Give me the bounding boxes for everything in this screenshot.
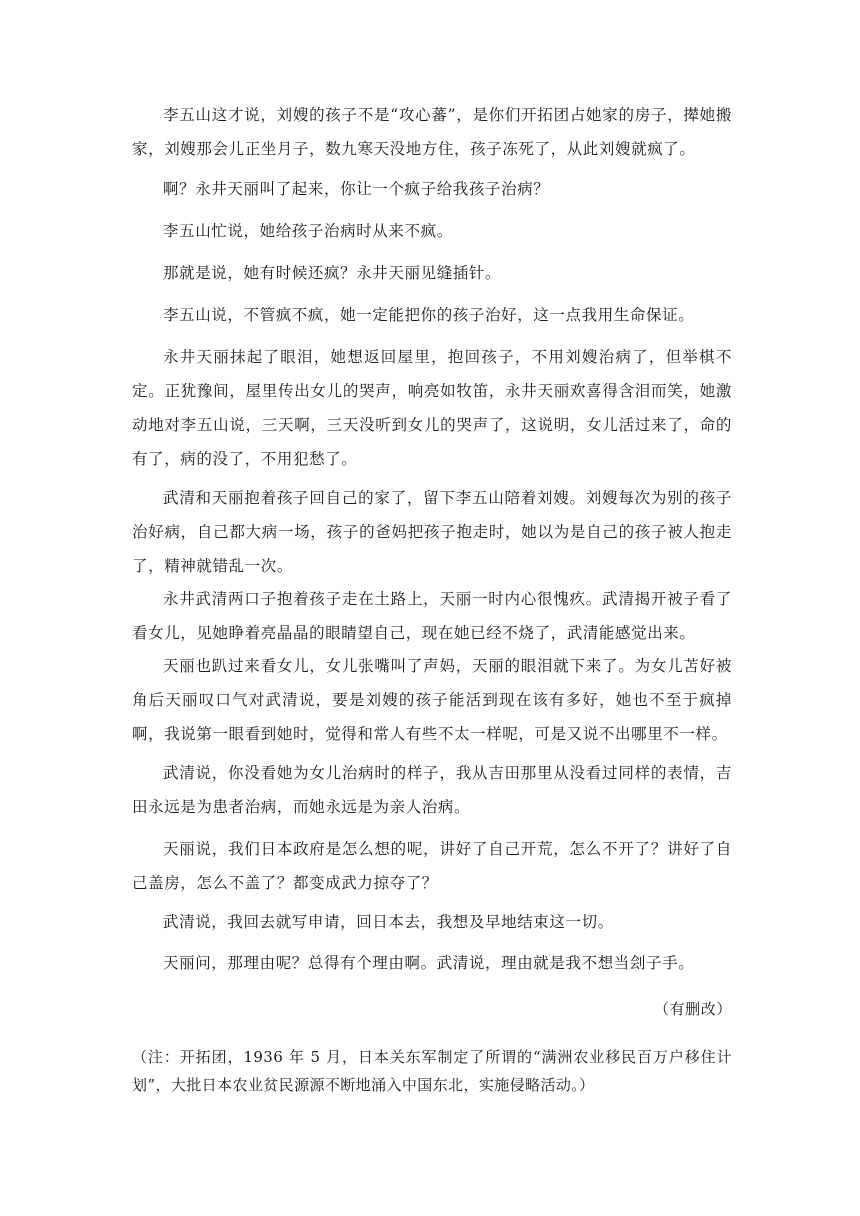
paragraph-1: 李五山这才说，刘嫂的孩子不是“攻心蕃”，是你们开拓团占她家的房子，撵她搬家，刘嫂那会儿正坐月子，数九寒天没地方住，孩子冻死了，从此刘嫂就疯了。 bbox=[132, 106, 732, 158]
footnote: （注：开拓团，1936 年 5 月，日本关东军制定了所谓的“满洲农业移民百万户移住计划”，大批日本农业贫民源源不断地涌入中国东北，实施侵略活动。） bbox=[132, 1048, 732, 1094]
paragraph-5: 李五山说，不管疯不疯，她一定能把你的孩子治好，这一点我用生命保证。 bbox=[163, 306, 695, 324]
paragraph-12: 武清说，我回去就写申请，回日本去，我想及早地结束这一切。 bbox=[163, 913, 614, 931]
paragraph-4: 那就是说，她有时候还疯？永井天丽见缝插针。 bbox=[163, 264, 502, 282]
paragraph-2: 啊？永井天丽叫了起来，你让一个疯子给我孩子治病？ bbox=[163, 180, 550, 198]
paragraph-7: 武清和天丽抱着孩子回自己的家了，留下李五山陪着刘嫂。刘嫂每次为别的孩子治好病，自己都大病一场，孩子的爸妈把孩子抱走时，她以为是自己的孩子被人抱走了，精神就错乱一次。 bbox=[132, 489, 732, 575]
paragraph-11: 天丽说，我们日本政府是怎么想的呢，讲好了自己开荒，怎么不开了？讲好了自己盖房，怎么不盖了？都变成武力掠夺了？ bbox=[132, 840, 732, 892]
paragraph-3: 李五山忙说，她给孩子治病时从来不疯。 bbox=[163, 222, 453, 240]
paragraph-6: 永井天丽抹起了眼泪，她想返回屋里，抱回孩子，不用刘嫂治病了，但举棋不定。正犹豫间，屋里传出女儿的哭声，响亮如牧笛，永井天丽欢喜得含泪而笑，她激动地对李五山说，三天啊，三天没听到女儿的哭声了，这说明，女儿活过来了，命的有了，病的没了，不用犯愁了。 bbox=[132, 348, 732, 468]
paragraph-9: 天丽也趴过来看女儿，女儿张嘴叫了声妈，天丽的眼泪就下来了。为女儿苫好被角后天丽叹口气对武清说，要是刘嫂的孩子能活到现在该有多好，她也不至于疯掉啊，我说第一眼看到她时，觉得和常人有些不太一样呢，可是又说不出哪里不一样。 bbox=[132, 657, 732, 743]
paragraph-13: 天丽问，那理由呢？总得有个理由啊。武清说，理由就是我不想当刽子手。 bbox=[163, 954, 695, 972]
paragraph-10: 武清说，你没看她为女儿治病时的样子，我从吉田那里从没看过同样的表情，吉田永远是为患者治病，而她永远是为亲人治病。 bbox=[132, 764, 732, 816]
paragraph-8: 永井武清两口子抱着孩子走在土路上，天丽一时内心很愧疚。武清揭开被子看了看女儿，见她睁着亮晶晶的眼睛望自己，现在她已经不烧了，武清能感觉出来。 bbox=[132, 590, 732, 642]
attribution: （有删改） bbox=[653, 1000, 732, 1018]
